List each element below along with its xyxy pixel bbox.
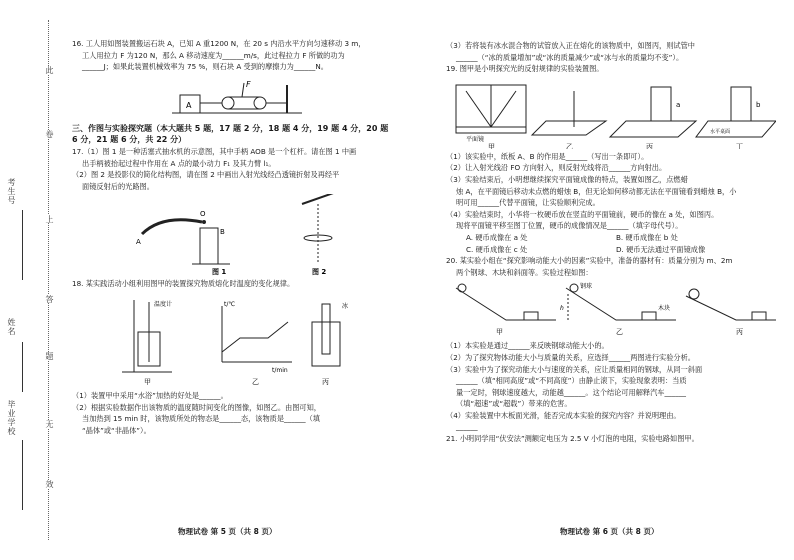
binding-margin (0, 0, 62, 560)
cut-line (48, 20, 49, 540)
melting-experiment-diagram (72, 292, 390, 388)
margin-mark: 效 (45, 480, 54, 488)
q17-line: （2）图 2 是投影仪的简化结构图，请在图 2 中画出入射光线经凸透镜折射及再经平 (72, 170, 340, 180)
fig-jia-label: 甲 (488, 142, 495, 149)
school-line (22, 440, 23, 510)
q18-part-3 (446, 40, 776, 63)
q17-line: 面镜反射后的光路图。 (82, 181, 154, 191)
margin-mark: 题 (45, 352, 54, 360)
x-axis-label: t/min (272, 366, 288, 374)
q19-line: （2）让入射光线沿 FO 方向射入，则反射光线将沿______方向射出。 (446, 163, 667, 173)
question-20 (446, 255, 776, 278)
exam-number-line (22, 210, 23, 280)
option-d: D. 硬币无法通过平面镜成像 (616, 244, 706, 254)
fig1-label-b: B (220, 228, 225, 237)
q20-line: 量一定时，钢球速度越大，动能越______。这个结论可用解释汽车______ (456, 387, 687, 397)
label-b: b (756, 100, 761, 109)
q18-3-line: （3）若将装有冰水混合物的试管放入正在熔化的该物质中，如图丙，则试管中 (446, 41, 695, 50)
fig-yi-label: 乙 (566, 142, 573, 149)
fig-bing-label: 丙 (322, 377, 329, 386)
section-3-title: 三、作图与实验探究题（本大题共 5 题，17 题 2 分，18 题 4 分，19 题 4 分，20 题 6 分，21 题 6 分，共 22 分） (72, 123, 389, 145)
force-f-label: F (246, 79, 251, 89)
q18-line: （1）装置甲中采用“水浴”加热的好处是______。 (72, 390, 228, 400)
q16-line: ______J；如果此装置机械效率为 75 %，则石块 A 受到的摩擦力为______N。 (82, 62, 328, 72)
q18-figures (72, 292, 390, 388)
q20-line: （4）实验装置中木板面光滑，能否完成本实验的探究内容？并说明理由。 (446, 410, 681, 420)
right-page (446, 40, 776, 445)
q16-line: 16. 工人用如图装置搬运石块 A，已知 A 重1200 N，在 20 s 内沿水平方向匀速移动 3 m， (72, 39, 366, 48)
mirror-label: 平面镜 (466, 135, 485, 143)
q16-line: 工人用拉力 F 为120 N，那么 A 移动速度为______m/s，此过程拉力 F 所做的功为 (82, 50, 345, 60)
pulley-diagram (72, 75, 390, 121)
q16-figure (72, 75, 390, 121)
fig-yi-label: 乙 (616, 328, 623, 337)
q18-line: “晶体”或“非晶体”）。 (82, 425, 151, 435)
option-a: A. 硬币成像在 a 处 (466, 232, 528, 242)
q19-line: （3）实验结束后，小明想继续探究平面镜成像的特点，装置如图乙，点燃蜡 (446, 174, 688, 184)
block-label: 木块 (658, 305, 671, 313)
q19-line: 明可用______代替平面镜，让实验顺利完成。 (456, 198, 600, 208)
q18-line: 当加热到 15 min 时，该物质所处的物态是______态，该物质是______（填 (82, 414, 320, 424)
q20-line: （2）为了探究物体动能大小与质量的关系，应选择______两图进行实验分析。 (446, 352, 695, 362)
q19-line: （4）实验结束时，小华将一枚硬币放在竖直的平面镜前，硬币的像在 a 处，如图丙。 (446, 209, 719, 219)
margin-mark: 上 (45, 215, 54, 223)
fig2-caption: 图 2 (312, 268, 327, 277)
q19-line: 现将平面镜平移至图丁位置，硬币的成像情况是______（填字母代号）。 (456, 221, 683, 231)
option-b: B. 硬币成像在 b 处 (616, 232, 678, 242)
q20-figures (446, 280, 776, 338)
question-21: 21. 小明同学用“伏安法”测额定电压为 2.5 V 小灯泡的电阻，实验电路如图甲。 (446, 434, 699, 444)
q19-options (446, 232, 776, 255)
name-line (22, 342, 23, 392)
q20-line: （填“超速”或“超载”）带来的危害。 (456, 399, 572, 409)
q20-line: ______ (456, 422, 478, 432)
q18-line: （2）根据实验数据作出该物质的温度随时间变化的图像，如图乙。由图可知， (72, 402, 321, 412)
q20-line: ______（填“相同高度”或“不同高度”）由静止滚下，实验现象表明：当质 (456, 376, 687, 386)
q20-line: （1）本实验是通过______来反映钢球动能大小的。 (446, 341, 609, 351)
block-a-label: A (186, 100, 192, 110)
height-label: h (560, 305, 564, 313)
q18-subquestions (72, 390, 390, 436)
q19-line: （1）该实验中，纸板 A、B 的作用是______（写出一条即可）。 (446, 151, 649, 161)
q17-line: 出手柄被抬起过程中作用在 A 点的最小动力 F₁ 及其力臂 l₁。 (82, 158, 276, 168)
left-footer: 物理试卷 第 5 页（共 8 页） (178, 527, 277, 536)
q20-line: 20. 某实验小组在“探究影响动能大小的因素”实验中，准备的器材有：质量分别为 m、2m (446, 256, 733, 266)
fig-ding-label: 丁 (736, 142, 743, 149)
fig1-label-o: O (200, 210, 206, 219)
fig1-caption: 图 1 (212, 268, 227, 277)
label-exam-number: 考生号 (7, 178, 16, 205)
q19-figures (446, 77, 776, 149)
question-19 (446, 151, 776, 255)
question-16 (72, 38, 390, 73)
q20-line: 两个钢球、木块和斜面等。实验过程如图： (456, 267, 593, 277)
pump-and-projector-diagram (72, 194, 390, 276)
option-c: C. 硬币成像在 c 处 (466, 244, 528, 254)
q18-3-line: ______（“冰的质量增加”或“冰的质量减少”或“冰与水的质量均不变”）。 (456, 52, 684, 62)
left-page (72, 38, 390, 436)
q20-subquestions (446, 340, 776, 433)
fig-bing-label: 丙 (736, 328, 743, 337)
margin-mark: 此 (45, 66, 54, 74)
question-17 (72, 146, 390, 192)
right-footer: 物理试卷 第 6 页（共 8 页） (560, 527, 659, 536)
fig-jia-label: 甲 (144, 377, 151, 386)
thermometer-label: 温度计 (154, 300, 173, 308)
fig-bing-label: 丙 (646, 142, 653, 149)
label-name: 姓名 (7, 318, 16, 336)
q18-intro: 18. 某实践活动小组利用图甲的装置探究物质熔化时温度的变化规律。 (72, 279, 295, 289)
q19-intro: 19. 图甲是小明探究光的反射规律的实验装置图。 (446, 64, 604, 74)
reflection-experiment-diagram (446, 77, 776, 149)
margin-mark: 无 (45, 420, 54, 428)
kinetic-energy-diagram (446, 280, 776, 338)
ball-label: 钢球 (580, 283, 593, 291)
y-axis-label: t/℃ (224, 300, 236, 308)
label-a: a (676, 100, 681, 109)
fig-yi-label: 乙 (252, 377, 259, 386)
q20-line: （3）实验中为了探究动能大小与速度的关系，应让质量相同的钢球，从同一斜面 (446, 364, 703, 374)
ice-label: 冰 (342, 302, 349, 310)
q17-line: 17.（1）图 1 是一种活塞式抽水机的示意图，其中手柄 AOB 是一个杠杆。请在图 1 中画 (72, 146, 357, 156)
fig1-label-a: A (136, 238, 141, 247)
margin-mark: 答 (45, 295, 54, 303)
q19-line: 烛 A，在平面镜后移动未点燃的蜡烛 B，但无论如何移动都无法在平面镜看到蜡烛 B，小 (456, 186, 737, 196)
fig-jia-label: 甲 (496, 328, 503, 337)
label-school: 毕业学校 (7, 400, 16, 436)
table-label: 水平桌面 (710, 128, 731, 135)
q17-figures (72, 194, 390, 276)
margin-mark: 卷 (45, 130, 54, 138)
